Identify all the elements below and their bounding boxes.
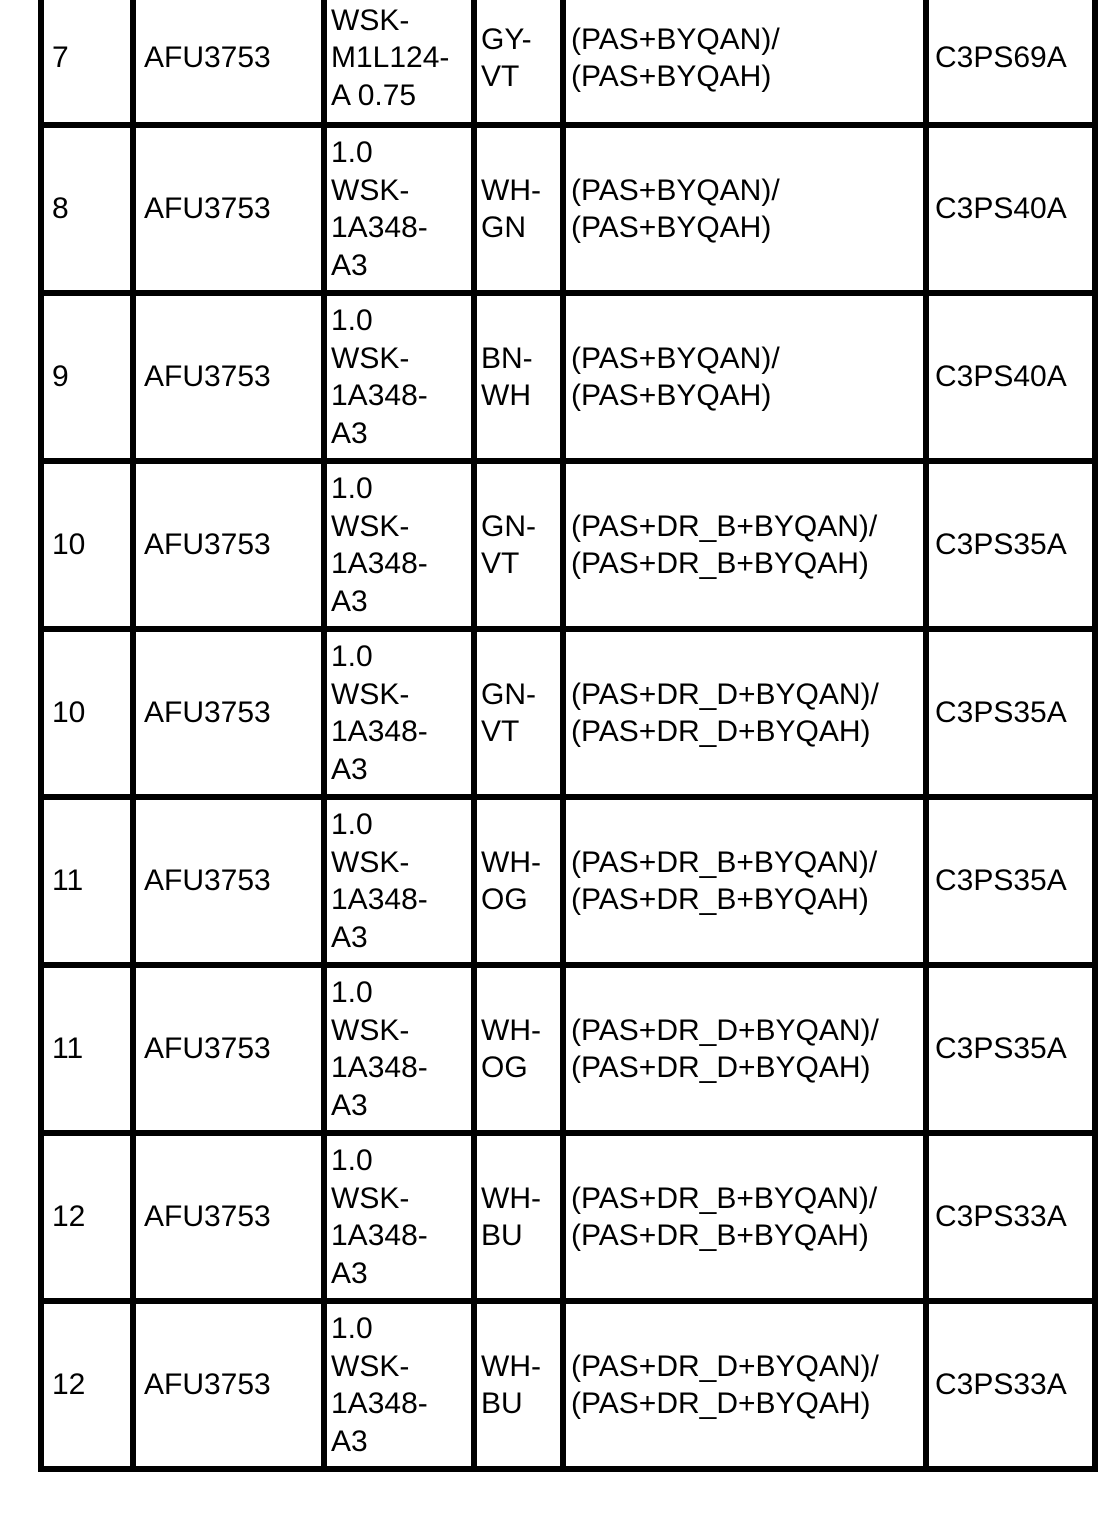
connector-cell: AFU3753 (133, 965, 324, 1133)
circuit-cell: (PAS+DR_B+BYQAN)/ (PAS+DR_B+BYQAH) (563, 797, 926, 965)
connector-cell: AFU3753 (133, 293, 324, 461)
circuit-cell: (PAS+DR_D+BYQAN)/ (PAS+DR_D+BYQAH) (563, 629, 926, 797)
pin-cell: 11 (41, 797, 133, 965)
wire-cell: 1.0 WSK- 1A348- A3 (324, 1301, 474, 1469)
wire-cell: 1.0 WSK- 1A348- A3 (324, 629, 474, 797)
color-cell: WH- OG (474, 797, 563, 965)
table-row (41, 1133, 1095, 1301)
pin-cell: 12 (41, 1301, 133, 1469)
table-row (41, 125, 1095, 293)
connector-cell: AFU3753 (133, 0, 324, 125)
pin-cell: 7 (41, 0, 133, 125)
table-row (41, 1301, 1095, 1469)
location-cell: C3PS33A (926, 1301, 1095, 1469)
connector-cell: AFU3753 (133, 1133, 324, 1301)
connector-cell: AFU3753 (133, 461, 324, 629)
wire-cell: 1.0 WSK- 1A348- A3 (324, 1133, 474, 1301)
circuit-cell: (PAS+BYQAN)/ (PAS+BYQAH) (563, 293, 926, 461)
table-row (41, 629, 1095, 797)
wire-cell: 1.0 WSK- 1A348- A3 (324, 293, 474, 461)
table-row (41, 965, 1095, 1133)
location-cell: C3PS40A (926, 293, 1095, 461)
location-cell: C3PS35A (926, 965, 1095, 1133)
connector-cell: AFU3753 (133, 797, 324, 965)
wire-cell: WSK- M1L124- A 0.75 (324, 0, 474, 125)
circuit-cell: (PAS+DR_D+BYQAN)/ (PAS+DR_D+BYQAH) (563, 1301, 926, 1469)
circuit-cell: (PAS+DR_B+BYQAN)/ (PAS+DR_B+BYQAH) (563, 461, 926, 629)
table-row (41, 461, 1095, 629)
pin-cell: 8 (41, 125, 133, 293)
table-row (41, 293, 1095, 461)
pin-cell: 12 (41, 1133, 133, 1301)
circuit-cell: (PAS+BYQAN)/ (PAS+BYQAH) (563, 125, 926, 293)
connector-cell: AFU3753 (133, 125, 324, 293)
location-cell: C3PS69A (926, 0, 1095, 125)
color-cell: GY- VT (474, 0, 563, 125)
color-cell: WH- BU (474, 1301, 563, 1469)
wire-cell: 1.0 WSK- 1A348- A3 (324, 797, 474, 965)
color-cell: WH- OG (474, 965, 563, 1133)
color-cell: GN- VT (474, 629, 563, 797)
connector-cell: AFU3753 (133, 629, 324, 797)
pin-cell: 10 (41, 461, 133, 629)
location-cell: C3PS35A (926, 797, 1095, 965)
location-cell: C3PS35A (926, 461, 1095, 629)
color-cell: BN- WH (474, 293, 563, 461)
wire-cell: 1.0 WSK- 1A348- A3 (324, 965, 474, 1133)
pin-cell: 11 (41, 965, 133, 1133)
table-row (41, 797, 1095, 965)
location-cell: C3PS35A (926, 629, 1095, 797)
circuit-cell: (PAS+BYQAN)/ (PAS+BYQAH) (563, 0, 926, 125)
table-body (41, 0, 1095, 1469)
connector-cell: AFU3753 (133, 1301, 324, 1469)
color-cell: WH- BU (474, 1133, 563, 1301)
table-row (41, 0, 1095, 125)
wire-cell: 1.0 WSK- 1A348- A3 (324, 461, 474, 629)
location-cell: C3PS33A (926, 1133, 1095, 1301)
color-cell: GN- VT (474, 461, 563, 629)
pin-cell: 9 (41, 293, 133, 461)
pin-cell: 10 (41, 629, 133, 797)
circuit-cell: (PAS+DR_B+BYQAN)/ (PAS+DR_B+BYQAH) (563, 1133, 926, 1301)
location-cell: C3PS40A (926, 125, 1095, 293)
wiring-table (38, 0, 1098, 1472)
circuit-cell: (PAS+DR_D+BYQAN)/ (PAS+DR_D+BYQAH) (563, 965, 926, 1133)
color-cell: WH- GN (474, 125, 563, 293)
wire-cell: 1.0 WSK- 1A348- A3 (324, 125, 474, 293)
